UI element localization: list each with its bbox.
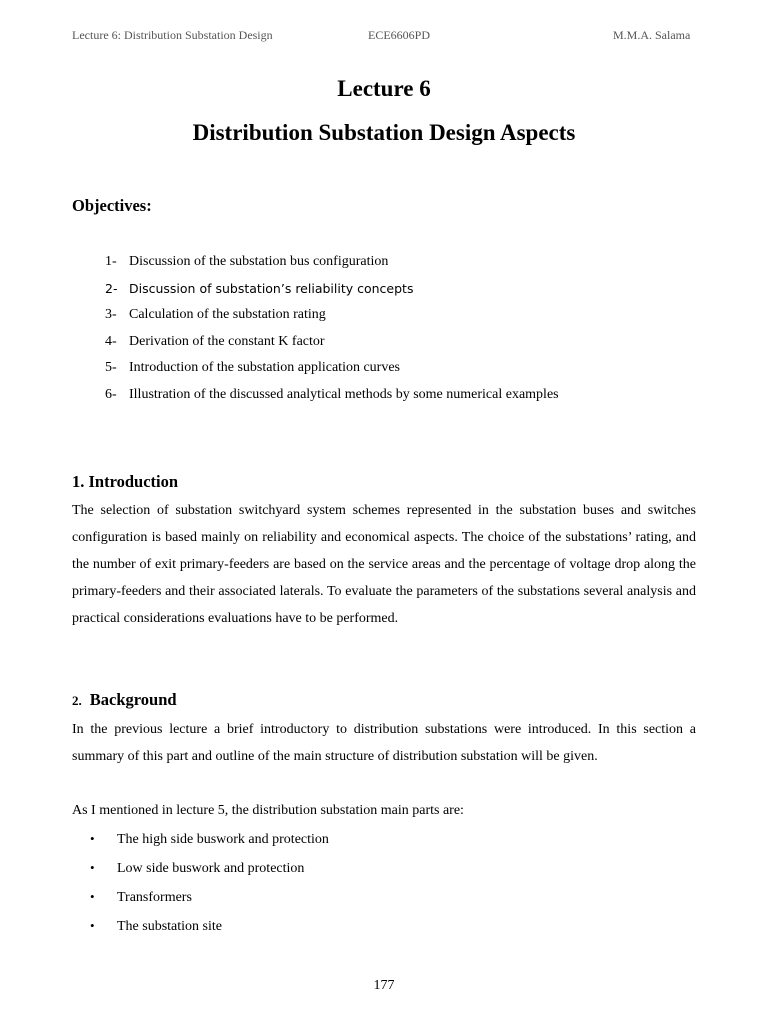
objective-number: 3-: [105, 307, 117, 323]
lecture-title: Lecture 6: [337, 76, 431, 101]
list-item: [90, 854, 329, 883]
running-header-center: ECE6606PD: [368, 28, 431, 42]
objective-item: [105, 305, 559, 332]
running-header-right: M.M.A. Salama: [613, 28, 691, 42]
objective-text: Illustration of the discussed analytical methods by some numerical examples: [129, 386, 559, 402]
page-number: 177: [373, 978, 395, 993]
list-item-text: Transformers: [117, 890, 192, 905]
bullet-icon: •: [90, 918, 95, 933]
objective-text: Calculation of the substation rating: [129, 307, 326, 323]
background-heading-text: Background: [89, 690, 177, 709]
background-heading: [72, 690, 177, 710]
background-paragraph: In the previous lecture a brief introductory to distribution substations were introduced. In this section a summary of this part and outline of the main structure of distribution substation will be given.: [72, 722, 696, 764]
bullet-icon: •: [90, 889, 95, 904]
bullet-icon: •: [90, 831, 95, 846]
objective-text: Discussion of substation’s reliability concepts: [129, 280, 414, 296]
objective-text: Discussion of the substation bus configuration: [129, 254, 389, 269]
objective-number: 4-: [105, 333, 117, 349]
objectives-heading: Objectives:: [72, 196, 152, 215]
objective-item: [105, 252, 559, 279]
objective-item: [105, 332, 559, 359]
objective-number: 1-: [105, 254, 117, 269]
list-item: [90, 825, 329, 854]
list-item-text: Low side buswork and protection: [117, 861, 305, 876]
substation-parts-list: [90, 825, 329, 941]
list-item: [90, 912, 329, 941]
list-item-text: The high side buswork and protection: [117, 832, 329, 847]
list-item: [90, 883, 329, 912]
objective-item: [105, 385, 559, 412]
section-number: 2.: [72, 693, 82, 708]
lecture-subtitle: Distribution Substation Design Aspects: [192, 120, 576, 145]
running-header-left: Lecture 6: Distribution Substation Design: [72, 28, 273, 42]
bullet-icon: •: [90, 860, 95, 875]
objective-number: 5-: [105, 360, 117, 376]
objective-text: Derivation of the constant K factor: [129, 333, 325, 349]
list-item-text: The substation site: [117, 919, 222, 934]
introduction-paragraph: The selection of substation switchyard system schemes represented in the substation buses and switches configuration is based mainly on reliability and economical aspects. The choice of the substations’ rating, and the number of exit primary-feeders are based on the service areas and the percentage of voltage drop along the primary-feeders and their associated laterals. To evaluate the parameters of the substations several analysis and practical considerations evaluations have to be performed.: [72, 503, 696, 626]
parts-intro-text: As I mentioned in lecture 5, the distribution substation main parts are:: [72, 803, 464, 818]
objective-number: 6-: [105, 386, 117, 402]
objective-text: Introduction of the substation application curves: [129, 360, 400, 376]
objectives-list: [105, 252, 559, 412]
introduction-heading: 1. Introduction: [72, 472, 179, 491]
objective-number: 2-: [105, 280, 118, 296]
objective-item: [105, 358, 559, 385]
objective-item: [105, 279, 559, 306]
